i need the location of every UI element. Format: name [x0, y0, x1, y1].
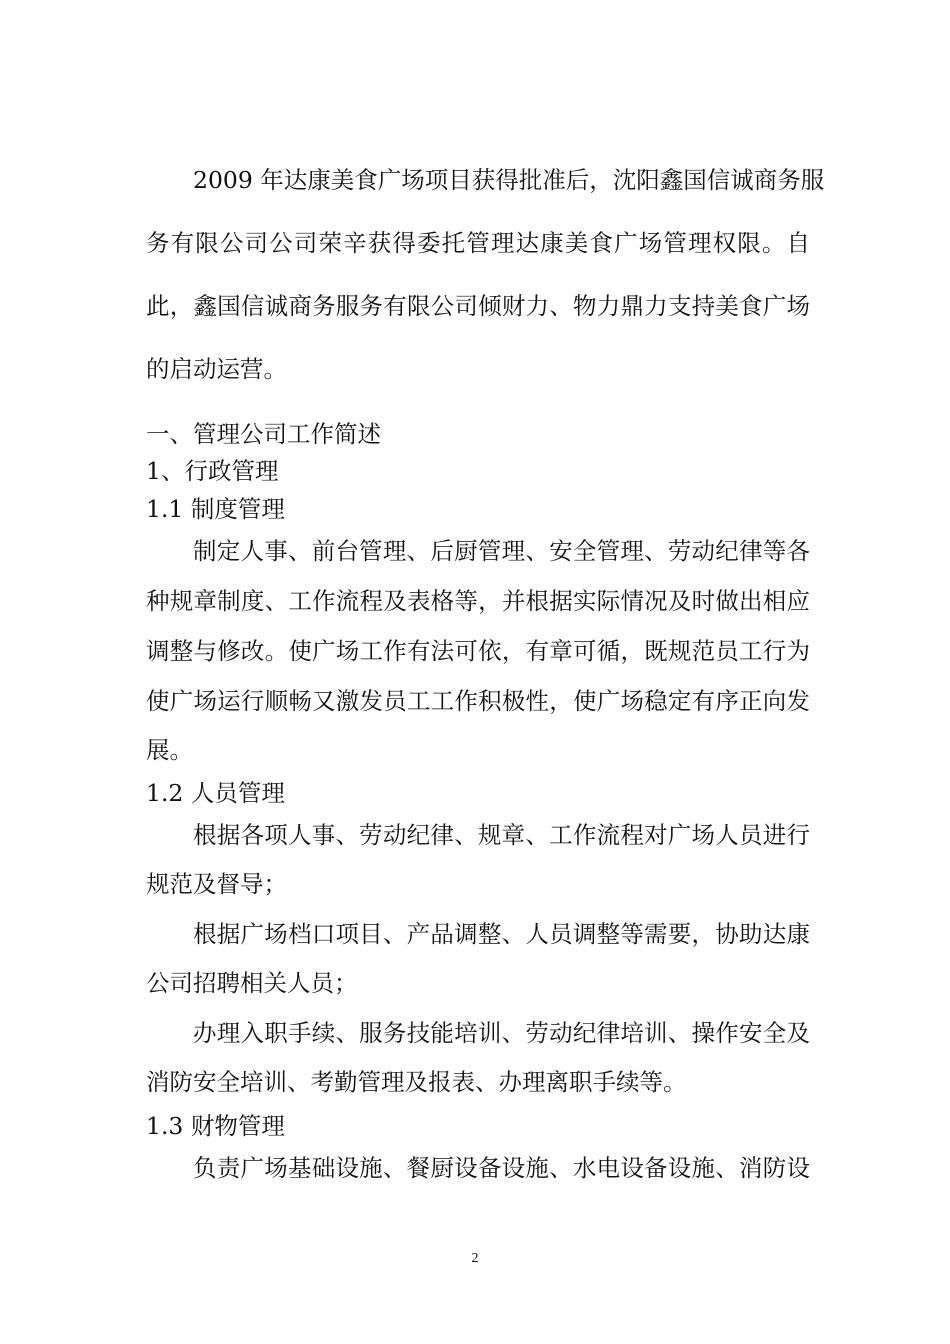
intro-line-1: 2009 年达康美食广场项目获得批准后，沈阳鑫国信诚商务服 — [193, 166, 825, 194]
section-1-1-line-3: 调整与修改。使广场工作有法可依，有章可循，既规范员工行为 — [146, 637, 810, 665]
section-1-2-para3-line-2: 消防安全培训、考勤管理及报表、办理离职手续等。 — [146, 1068, 687, 1096]
section-1-1-line-5: 展。 — [146, 736, 193, 764]
intro-line-3: 此，鑫国信诚商务服务有限公司倾财力、物力鼎力支持美食广场 — [146, 292, 810, 320]
section-1-1-title: 1.1 制度管理 — [146, 495, 285, 523]
section-1-2-title: 1.2 人员管理 — [146, 779, 285, 807]
section-1-2-para2-line-1: 根据广场档口项目、产品调整、人员调整等需要，协助达康 — [193, 920, 810, 948]
section-1-2-para2-line-2: 公司招聘相关人员； — [146, 969, 358, 997]
page-number: 2 — [471, 1251, 479, 1266]
section-1-1-line-4: 使广场运行顺畅又激发员工工作积极性，使广场稳定有序正向发 — [146, 687, 810, 715]
section-1-2-para3-line-1: 办理入职手续、服务技能培训、劳动纪律培训、操作安全及 — [193, 1019, 810, 1047]
section-1-3-line-1: 负责广场基础设施、餐厨设备设施、水电设备设施、消防设 — [193, 1154, 810, 1182]
section-1-2-para1-line-2: 规范及督导； — [146, 870, 287, 898]
heading-1: 1、行政管理 — [146, 457, 279, 485]
intro-line-4: 的启动运营。 — [146, 355, 287, 383]
heading-main: 一、管理公司工作简述 — [146, 420, 381, 448]
section-1-1-line-2: 种规章制度、工作流程及表格等，并根据实际情况及时做出相应 — [146, 587, 810, 615]
section-1-3-title: 1.3 财物管理 — [146, 1112, 285, 1140]
intro-line-2: 务有限公司公司荣辛获得委托管理达康美食广场管理权限。自 — [146, 229, 810, 257]
section-1-2-para1-line-1: 根据各项人事、劳动纪律、规章、工作流程对广场人员进行 — [193, 821, 810, 849]
section-1-1-line-1: 制定人事、前台管理、后厨管理、安全管理、劳动纪律等各 — [193, 537, 810, 565]
